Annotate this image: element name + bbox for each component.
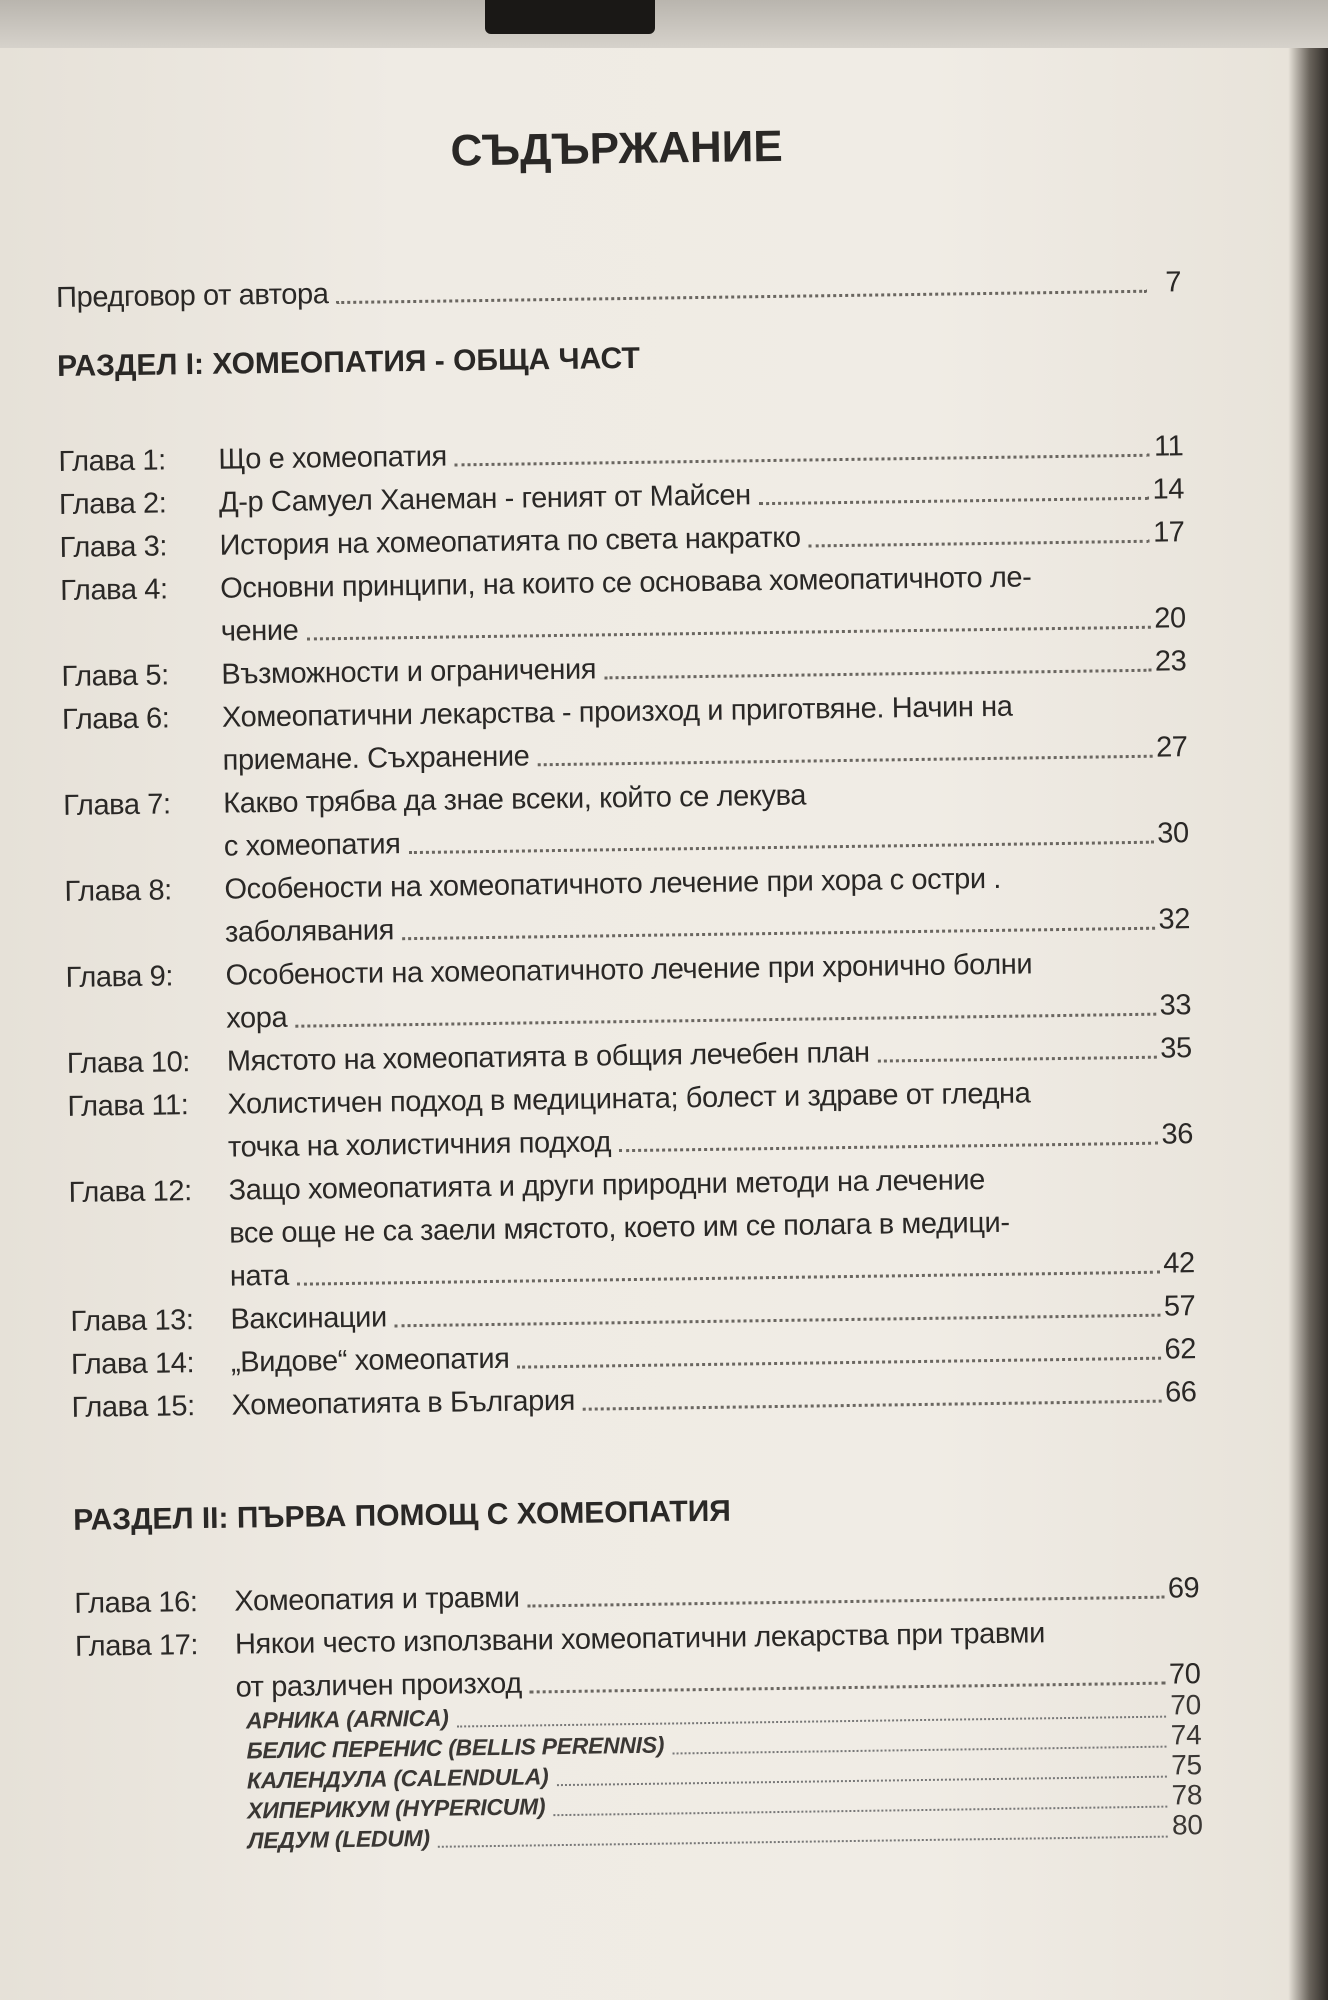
background-object [485,0,655,34]
chapter-title: Холистичен подход в медицината; болест и здраве от гледна [227,1077,1031,1121]
chapter-title: Особености на хомеопатичното лечение при хора с остри . [224,862,1002,906]
entry-text: Предговор от автора [55,278,329,314]
page-number: 57 [1163,1290,1196,1323]
page-number: 35 [1160,1032,1192,1065]
chapter-title: ната [229,1259,290,1293]
page-number: 70 [1170,1689,1202,1721]
toc-chapter[interactable] [68,1151,1195,1296]
leader-dots [604,669,1151,680]
chapter-title: Хомеопатични лекарства - произход и приготвяне. Начин на [221,690,1013,734]
page-number: 20 [1154,602,1186,635]
chapter-label: Глава 12: [68,1175,192,1209]
page-number: 70 [1168,1658,1201,1691]
page-number: 33 [1159,989,1192,1022]
chapter-label: Глава 8: [64,874,173,908]
leader-dots [538,755,1153,767]
leader-dots [759,497,1149,505]
chapter-title: заболявания [224,914,395,949]
toc-chapter[interactable] [62,678,1188,780]
chapter-title: от различен произход [235,1667,522,1704]
chapter-label: Глава 9: [65,960,174,994]
chapter-title: хора [226,1001,288,1035]
page-number: 27 [1155,731,1188,764]
chapter-label: Глава 7: [63,788,171,822]
page-number: 69 [1167,1572,1200,1605]
toc-chapter[interactable] [67,1065,1193,1167]
chapter-title: Възможности и ограничения [221,653,597,691]
chapter-title: Хомеопатия и травми [234,1581,520,1618]
subentry-title: КАЛЕНДУЛА (CALENDULA) [246,1763,549,1794]
chapter-title: Особености на хомеопатичното лечение при хронично болни [225,948,1033,992]
leader-dots [518,1357,1161,1369]
leader-dots [619,1142,1157,1153]
chapter-label: Глава 14: [70,1347,195,1381]
background-top-edge [0,0,1328,48]
chapter-label: Глава 4: [60,573,168,607]
toc-list [56,256,1203,1857]
subentry-title: ХИПЕРИКУМ (HYPERICUM) [247,1793,546,1824]
page-number: 74 [1170,1719,1202,1751]
chapter-title: Основни принципи, на които се основава хомеопатичното ле- [220,561,1032,605]
chapter-title: История на хомеопатията по света накратко [219,521,801,562]
chapter-title: Мястото на хомеопатията в общия лечебен план [226,1036,870,1078]
leader-dots [878,1056,1157,1063]
chapter-label: Глава 15: [71,1390,195,1424]
chapter-title: „Видове“ хомеопатия [230,1342,510,1379]
toc-chapter[interactable] [75,1605,1203,1857]
chapter-label: Глава 17: [74,1629,199,1663]
page-number: 7 [1165,266,1182,299]
chapter-title: Какво трябва да знае всеки, който се лекува [223,779,807,820]
chapter-label: Глава 11: [67,1089,189,1123]
page-number: 75 [1170,1749,1202,1781]
toc-chapter[interactable] [65,936,1191,1038]
leader-dots [809,540,1150,548]
chapter-title: точка на холистичния подход [227,1126,612,1164]
chapter-title: Д-р Самуел Ханеман - геният от Майсен [218,479,751,519]
section-heading: РАЗДЕЛ I: ХОМЕОПАТИЯ - ОБЩА ЧАСТ [56,341,641,383]
chapter-title: Някои често използвани хомеопатични лекарства при травми [234,1617,1046,1661]
page-number: 32 [1158,903,1191,936]
toc-chapter[interactable] [60,549,1186,651]
chapter-label: Глава 6: [61,702,170,736]
page-number: 14 [1152,473,1185,506]
chapter-label: Глава 3: [59,530,168,564]
chapter-label: Глава 2: [58,487,167,521]
chapter-title: чение [220,614,299,648]
subentry-title: ЛЕДУМ (LEDUM) [247,1824,430,1854]
chapter-label: Глава 5: [61,659,170,693]
toc-chapter[interactable] [64,850,1190,952]
page-number: 78 [1171,1779,1203,1811]
chapter-title: Хомеопатията в България [231,1384,576,1422]
chapter-label: Глава 16: [74,1586,198,1620]
chapter-label: Глава 1: [58,444,167,478]
subentry-title: БЕЛИС ПЕРЕНИС (BELLIS PERENNIS) [246,1731,665,1764]
page-number: 66 [1164,1376,1197,1409]
chapter-title: приемане. Съхранение [222,740,530,777]
chapter-label [76,1705,236,1707]
leader-dots [530,1682,1165,1694]
chapter-title: все още не са заели мястото, което им се полага в медици- [229,1206,1010,1250]
page-number: 17 [1152,516,1185,549]
page-title: СЪДЪРЖАНИЕ [450,121,784,176]
leader-dots [528,1596,1164,1608]
page-number: 80 [1171,1809,1203,1841]
chapter-label: Глава 13: [70,1304,194,1338]
chapter-title: Ваксинации [230,1301,387,1336]
subentry-title: АРНИКА (ARNICA) [245,1704,449,1734]
page-number: 23 [1154,645,1187,678]
leader-dots [438,1836,1168,1848]
page-number: 30 [1157,817,1189,850]
page-number: 42 [1163,1247,1195,1280]
page-number: 36 [1161,1118,1194,1151]
chapter-title: Що е хомеопатия [218,440,448,476]
section-heading: РАЗДЕЛ II: ПЪРВА ПОМОЩ С ХОМЕОПАТИЯ [72,1494,732,1537]
page-number: 11 [1153,430,1184,463]
toc-chapter[interactable] [63,764,1189,866]
leader-dots [583,1400,1161,1411]
chapter-label: Глава 10: [66,1046,191,1080]
chapter-title: с хомеопатия [223,828,401,863]
chapter-title: Защо хомеопатията и други природни методи на лечение [228,1164,986,1207]
page-number: 62 [1164,1333,1197,1366]
